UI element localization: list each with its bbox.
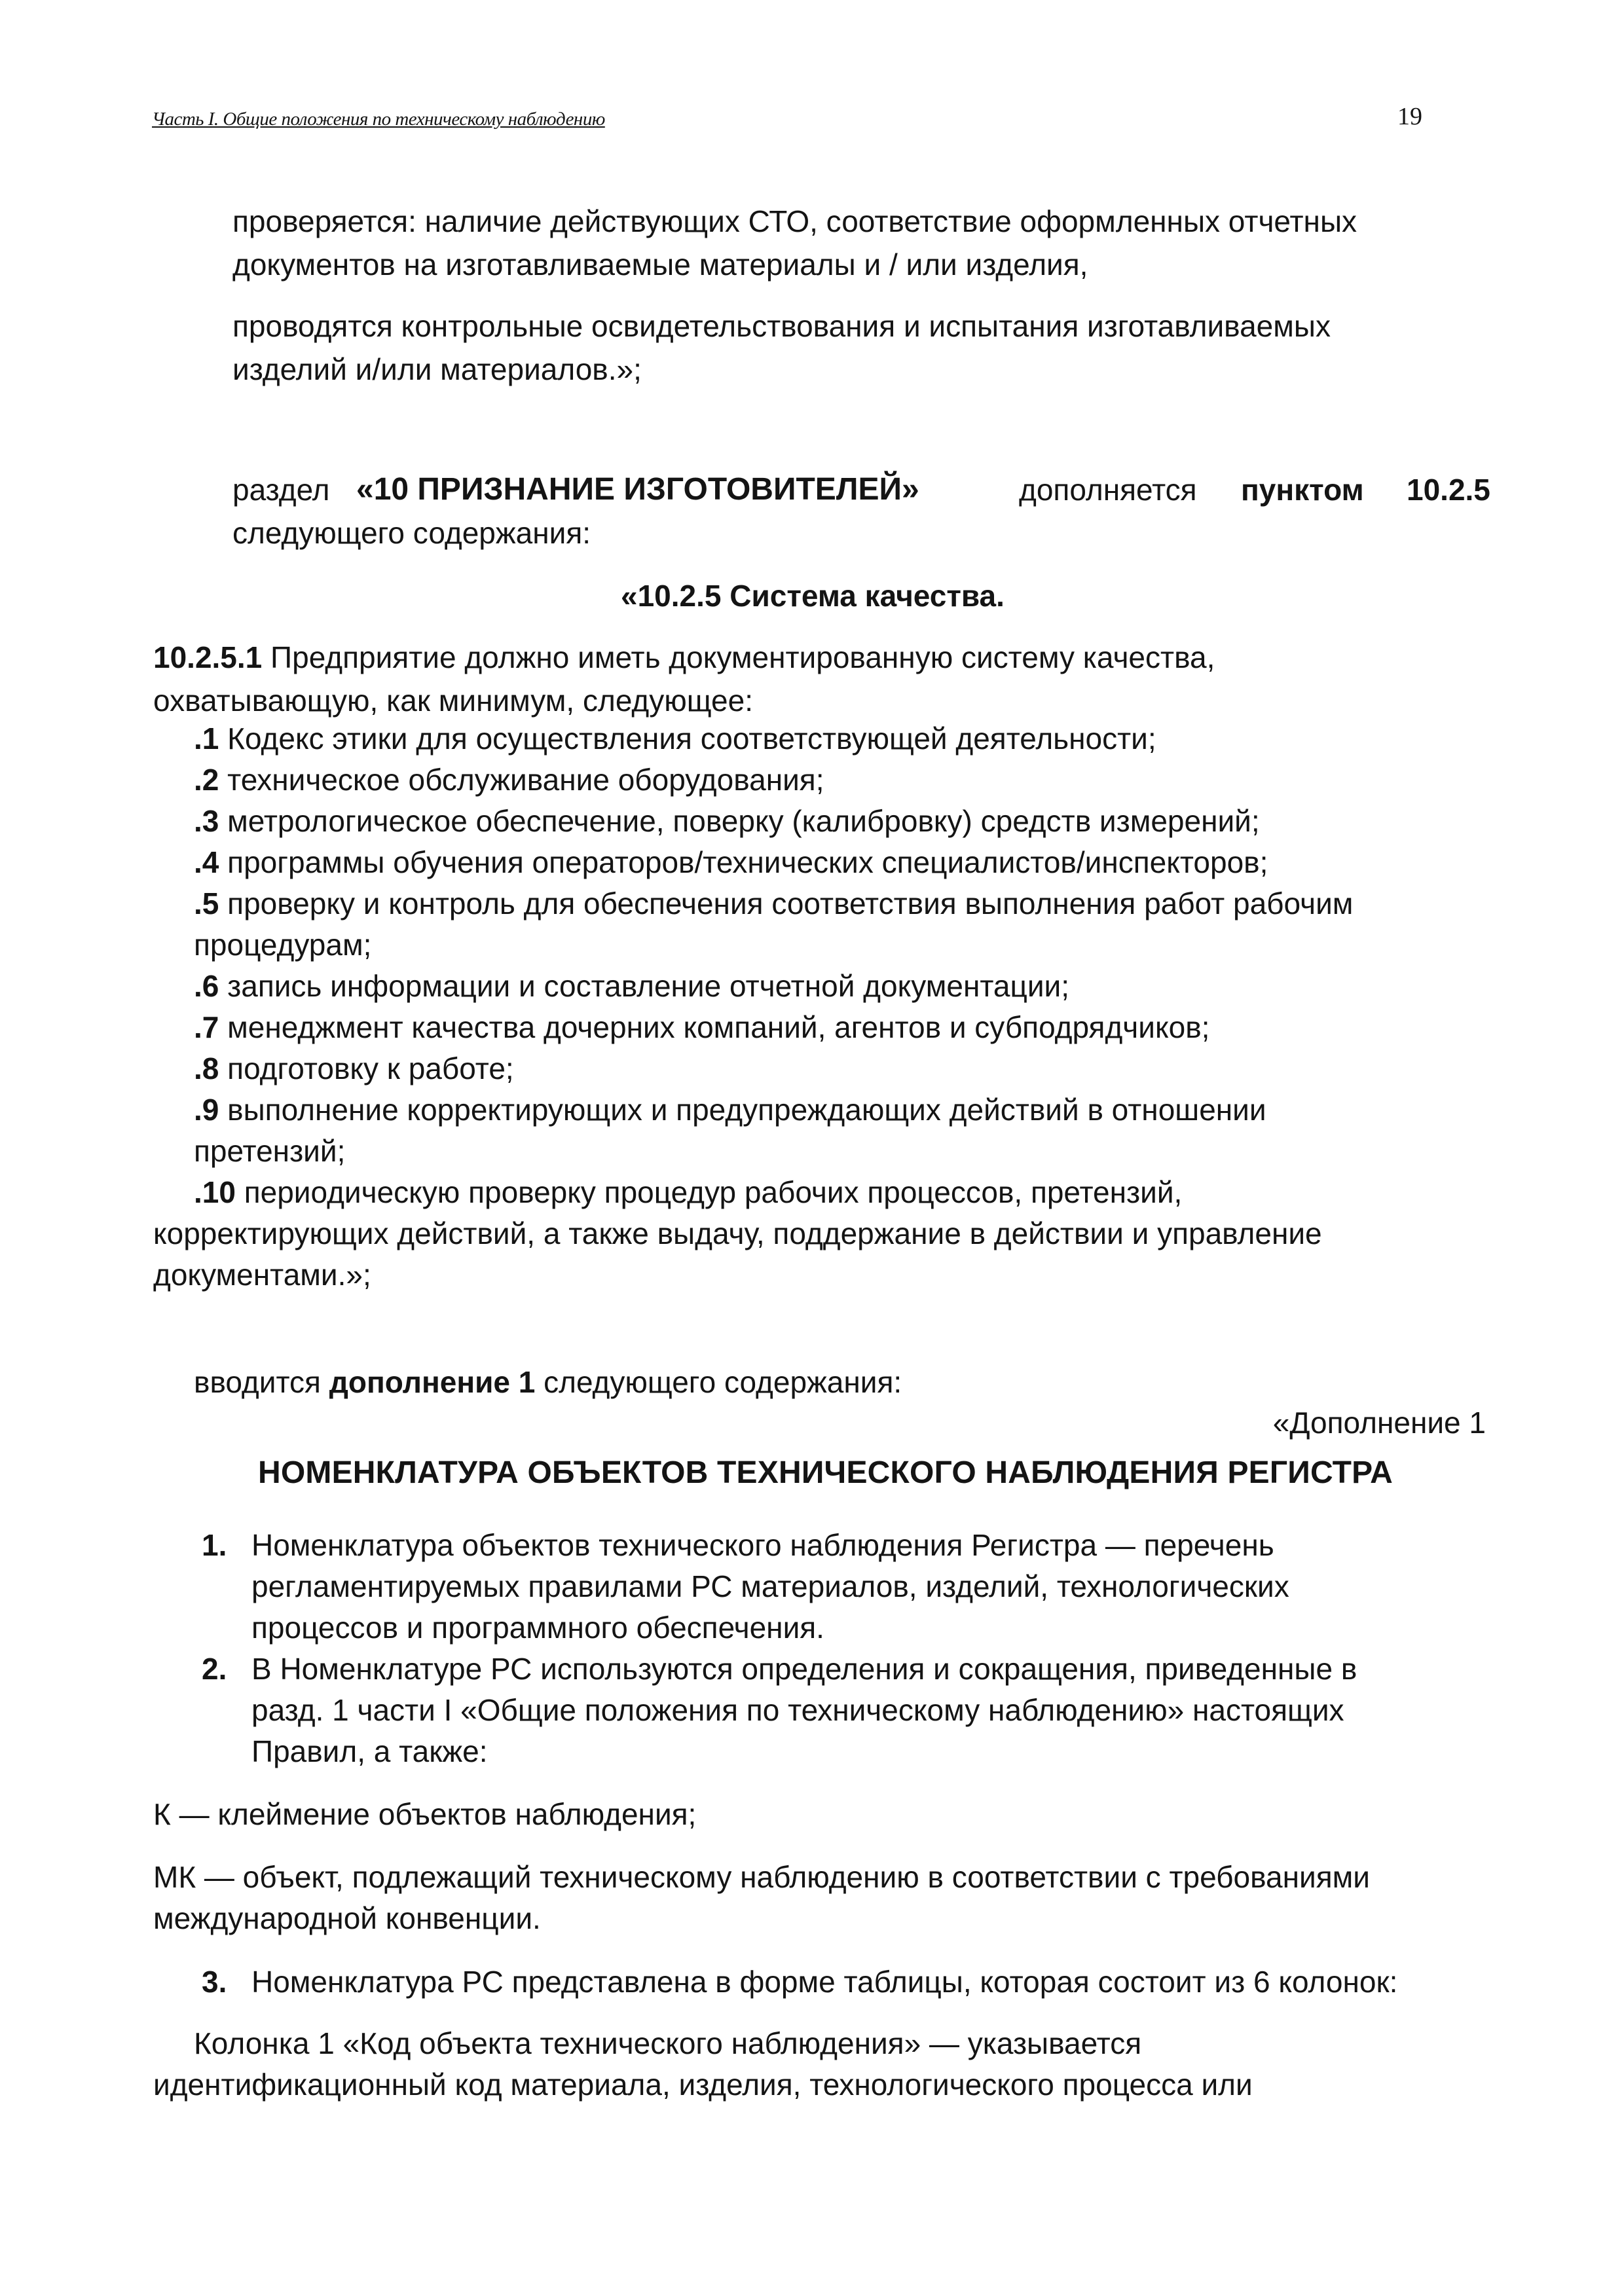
section10-word-razdel: раздел	[232, 473, 330, 507]
appendix-intro-pre: вводится	[194, 1365, 329, 1399]
subheading-quality-system: «10.2.5 Система качества.	[621, 579, 1005, 613]
running-header: Часть I. Общие положения по техническому наблюдению	[152, 109, 605, 130]
section10-word-dopolnyaetsya: дополняется	[1019, 473, 1197, 507]
section10-number: 10.2.5	[1407, 473, 1490, 507]
item-number: .3	[194, 804, 219, 838]
column1-line2: идентификационный код материала, изделия, технологического процесса или	[153, 2068, 1253, 2102]
item-text: проверку и контроль для обеспечения соответствия выполнения работ рабочим	[219, 886, 1354, 920]
item-number: .5	[194, 886, 219, 920]
list-item-continuation: документами.»;	[153, 1258, 371, 1292]
list-item-continuation: процедурам;	[194, 928, 372, 962]
appendix-label: «Дополнение 1	[1272, 1406, 1486, 1440]
page-number: 19	[1397, 103, 1422, 130]
item-text: запись информации и составление отчетной документации;	[219, 969, 1069, 1003]
section10-title: «10 ПРИЗНАНИЕ ИЗГОТОВИТЕЛЕЙ»	[356, 472, 919, 507]
item-text: техническое обслуживание оборудования;	[219, 763, 824, 797]
item-number: .7	[194, 1010, 219, 1044]
list-item	[194, 1006, 1209, 1049]
clause-text: Предприятие должно иметь документированную систему качества,	[262, 640, 1215, 674]
appendix-intro-post: следующего содержания:	[535, 1365, 902, 1399]
list-item-continuation: претензий;	[194, 1134, 346, 1168]
list-item	[194, 717, 1156, 760]
list-item	[194, 841, 1268, 884]
item-number: .2	[194, 763, 219, 797]
item-text: выполнение корректирующих и предупреждающих действий в отношении	[219, 1093, 1266, 1127]
item-text: программы обучения операторов/технических специалистов/инспекторов;	[219, 845, 1268, 879]
intro-p1-line1: проверяется: наличие действующих СТО, соответствие оформленных отчетных	[232, 204, 1357, 238]
appendix-intro	[194, 1360, 902, 1404]
item-number: .10	[194, 1175, 236, 1209]
item-number: .8	[194, 1051, 219, 1085]
item-text: метрологическое обеспечение, поверку (калибровку) средств измерений;	[219, 804, 1260, 838]
item-number: .1	[194, 721, 219, 756]
item-text: менеджмент качества дочерних компаний, агентов и субподрядчиков;	[219, 1010, 1210, 1044]
list-item-continuation: корректирующих действий, а также выдачу, поддержание в действии и управление	[153, 1216, 1322, 1250]
item-text: периодическую проверку процедур рабочих процессов, претензий,	[235, 1175, 1183, 1209]
column1-line1: Колонка 1 «Код объекта технического наблюдения» — указывается	[194, 2026, 1142, 2060]
clause-10-2-5-1-line2: охватывающую, как минимум, следующее:	[153, 683, 754, 718]
point-2-line1: В Номенклатуре РС используются определения и сокращения, приведенные в	[251, 1652, 1357, 1686]
list-item	[194, 758, 824, 801]
list-item	[194, 799, 1260, 843]
intro-p1-line2: документов на изготавливаемые материалы и / или изделия,	[232, 247, 1088, 282]
point-2-line3: Правил, а также:	[251, 1734, 488, 1768]
definition-mk-line1: МК — объект, подлежащий техническому наблюдению в соответствии с требованиями	[153, 1860, 1370, 1894]
point-1-line3: процессов и программного обеспечения.	[251, 1611, 824, 1645]
section10-line2: следующего содержания:	[232, 516, 591, 550]
section10-word-punktom: пунктом	[1241, 473, 1364, 507]
intro-p2-line2: изделий и/или материалов.»;	[232, 352, 642, 386]
point-1-line1: Номенклатура объектов технического наблюдения Регистра — перечень	[251, 1528, 1274, 1562]
definition-k: К — клеймение объектов наблюдения;	[153, 1797, 697, 1831]
item-text: подготовку к работе;	[219, 1051, 514, 1085]
item-number: .9	[194, 1093, 219, 1127]
list-item	[194, 964, 1069, 1008]
appendix-title: НОМЕНКЛАТУРА ОБЪЕКТОВ ТЕХНИЧЕСКОГО НАБЛЮДЕНИЯ РЕГИСТРА	[258, 1455, 1393, 1490]
clause-10-2-5-1-line1	[153, 636, 1215, 679]
item-text: Кодекс этики для осуществления соответствующей деятельности;	[219, 721, 1156, 756]
intro-p2-line1: проводятся контрольные освидетельствования и испытания изготавливаемых	[232, 309, 1331, 343]
point-3-text: Номенклатура РС представлена в форме таблицы, которая состоит из 6 колонок:	[251, 1965, 1398, 1999]
appendix-intro-bold: дополнение 1	[329, 1365, 536, 1399]
point-number: 3.	[202, 1965, 227, 1999]
list-item	[194, 1088, 1266, 1131]
list-item	[194, 1171, 1182, 1214]
list-item	[194, 882, 1353, 925]
item-number: .4	[194, 845, 219, 879]
definition-mk-line2: международной конвенции.	[153, 1901, 541, 1935]
clause-number: 10.2.5.1	[153, 640, 263, 674]
item-number: .6	[194, 969, 219, 1003]
list-item	[194, 1047, 514, 1090]
point-1-line2: регламентируемых правилами РС материалов, изделий, технологических	[251, 1569, 1289, 1603]
point-number: 2.	[202, 1652, 227, 1686]
point-number: 1.	[202, 1528, 227, 1562]
point-2-line2: разд. 1 части I «Общие положения по техническому наблюдению» настоящих	[251, 1693, 1344, 1727]
